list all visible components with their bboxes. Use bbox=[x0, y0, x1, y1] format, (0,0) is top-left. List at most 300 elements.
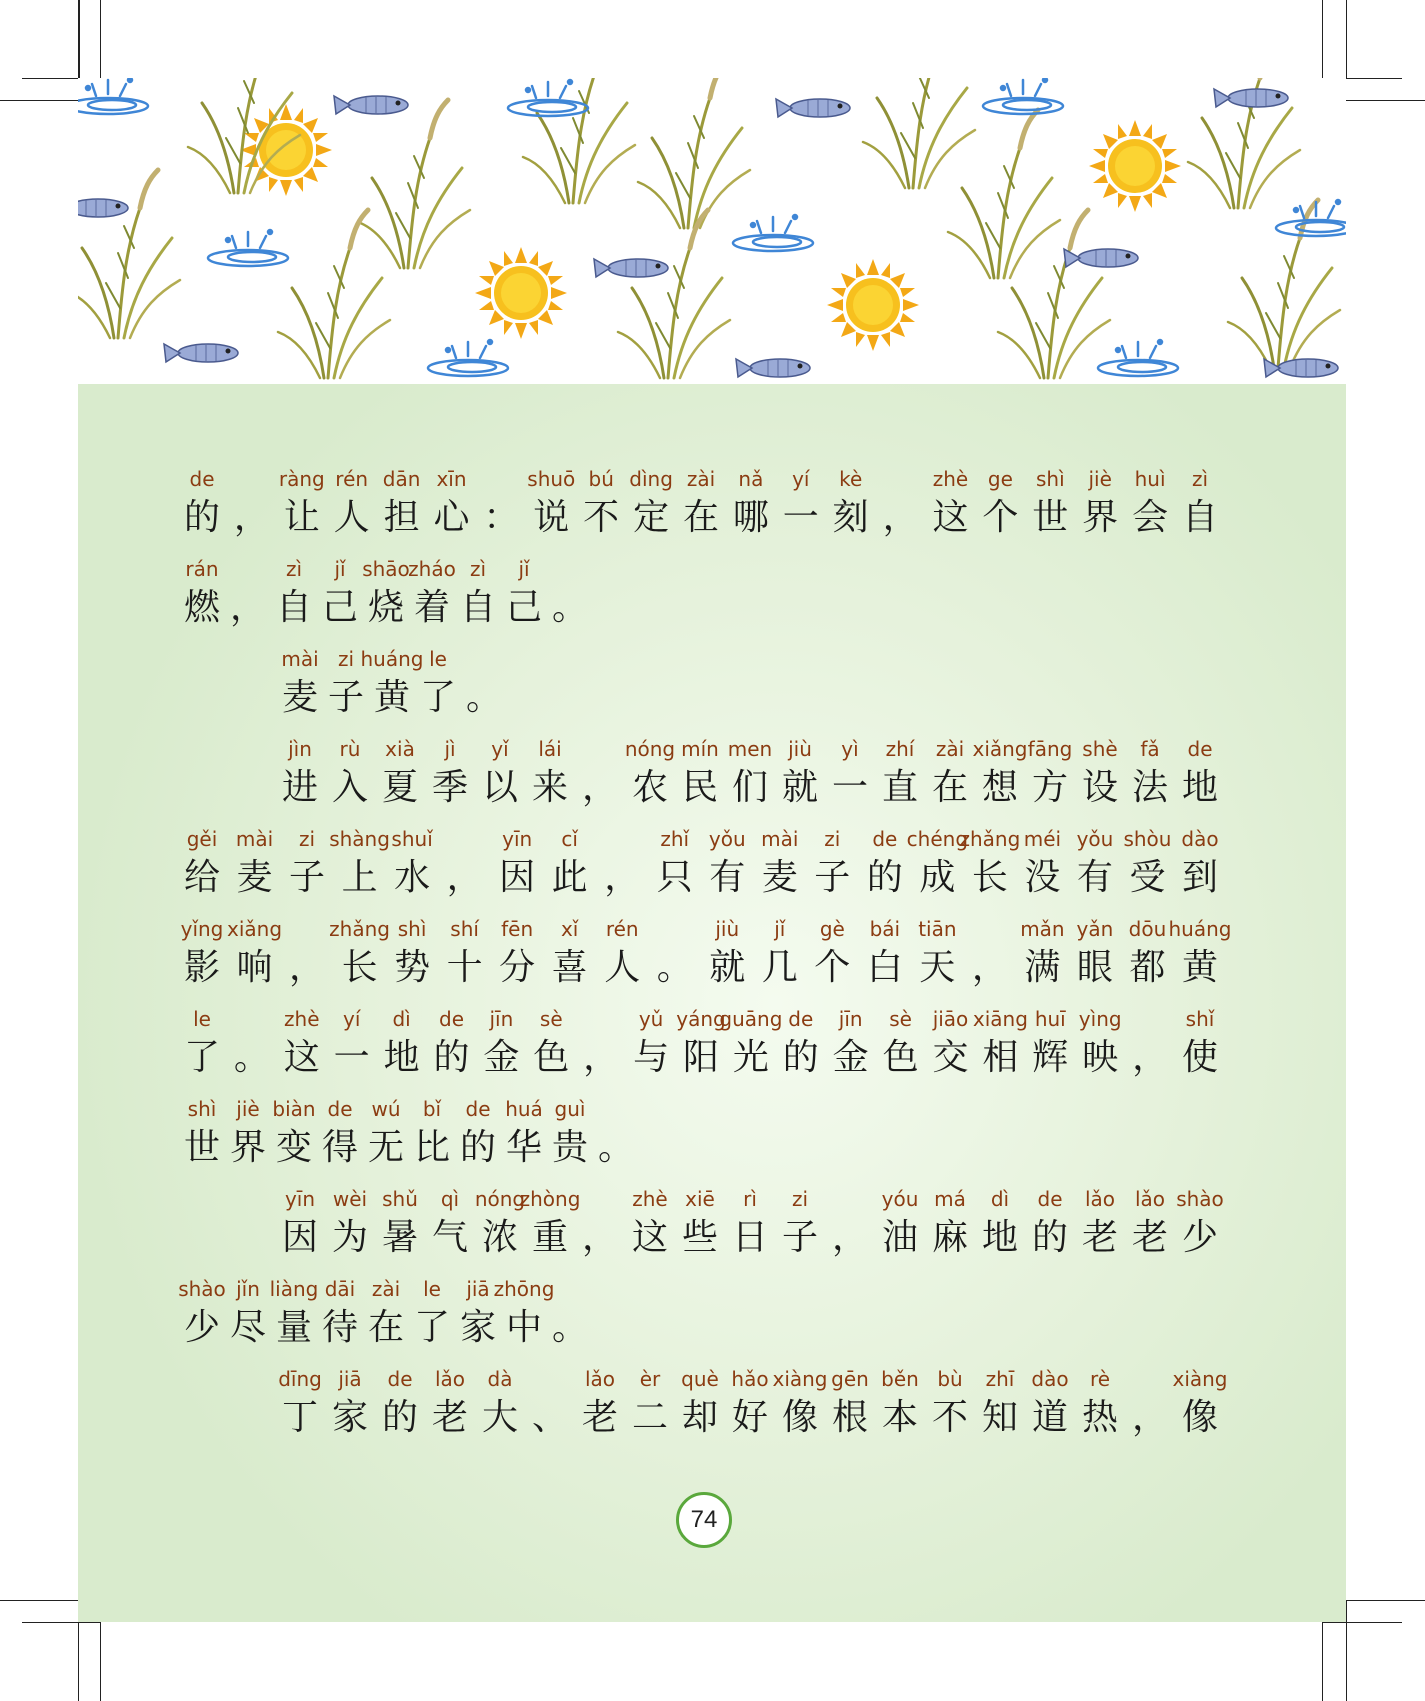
hanzi: 定 bbox=[633, 497, 670, 538]
crop-mark bbox=[1322, 1622, 1402, 1623]
pinyin: qì bbox=[440, 1187, 460, 1211]
pinyin: huī bbox=[1034, 1007, 1066, 1031]
pinyin: xiàng bbox=[772, 1367, 828, 1391]
pinyin: jiù bbox=[715, 917, 740, 941]
pinyin: biàn bbox=[272, 1097, 316, 1121]
pinyin: bú bbox=[588, 467, 614, 491]
pinyin: shào bbox=[178, 1277, 226, 1301]
pinyin: yǒu bbox=[708, 827, 746, 851]
hanzi: 这 bbox=[631, 1217, 668, 1258]
decorative-banner bbox=[78, 78, 1346, 384]
hanzi: 子 bbox=[327, 677, 364, 718]
hanzi: 像 bbox=[1181, 1397, 1218, 1438]
hanzi: 大 bbox=[481, 1397, 518, 1438]
crop-mark bbox=[0, 1600, 78, 1601]
pinyin: xià bbox=[385, 737, 415, 761]
hanzi: ， bbox=[446, 857, 483, 898]
pinyin: shì bbox=[1035, 467, 1065, 491]
hanzi: 子 bbox=[814, 857, 851, 898]
pinyin: xiàng bbox=[1172, 1367, 1228, 1391]
pinyin: shǐ bbox=[1185, 1007, 1215, 1031]
hanzi: 却 bbox=[681, 1397, 718, 1438]
hanzi: 相 bbox=[982, 1037, 1019, 1078]
pinyin: rán bbox=[185, 557, 219, 581]
hanzi: 热 bbox=[1081, 1397, 1118, 1438]
pinyin: lái bbox=[538, 737, 562, 761]
hanzi: ， bbox=[233, 497, 270, 538]
pinyin: zhī bbox=[985, 1367, 1015, 1391]
pinyin: sè bbox=[539, 1007, 563, 1031]
hanzi: 重 bbox=[531, 1217, 568, 1258]
reed-icon bbox=[358, 100, 470, 268]
hanzi: 担 bbox=[383, 497, 420, 538]
hanzi: 天 bbox=[919, 947, 956, 988]
hanzi: 自 bbox=[1181, 497, 1218, 538]
hanzi: 们 bbox=[731, 767, 768, 808]
pinyin: tiān bbox=[918, 917, 957, 941]
pinyin: hǎo bbox=[731, 1367, 769, 1391]
hanzi: 烧 bbox=[367, 587, 404, 628]
hanzi: 。 bbox=[551, 587, 588, 628]
hanzi: 知 bbox=[981, 1397, 1018, 1438]
pinyin: yì bbox=[841, 737, 859, 761]
reed-icon bbox=[523, 78, 635, 203]
hanzi: 地 bbox=[1181, 767, 1218, 808]
hanzi: 人 bbox=[333, 497, 370, 538]
pinyin: jǐ bbox=[334, 557, 346, 581]
pinyin: wèi bbox=[332, 1187, 368, 1211]
hanzi: 以 bbox=[481, 767, 518, 808]
hanzi: 着 bbox=[413, 587, 450, 628]
fish-icon bbox=[334, 96, 408, 114]
pinyin: shì bbox=[397, 917, 427, 941]
hanzi: ， bbox=[1131, 1397, 1168, 1438]
pinyin: zì bbox=[469, 557, 487, 581]
pinyin: jīn bbox=[489, 1007, 514, 1031]
pinyin: de bbox=[439, 1007, 464, 1031]
hanzi: 老 bbox=[431, 1397, 468, 1438]
pinyin: de bbox=[872, 827, 898, 851]
hanzi: 的 bbox=[183, 497, 220, 538]
pinyin: le bbox=[193, 1007, 211, 1031]
pinyin: chéng bbox=[906, 827, 969, 851]
hanzi: 贵 bbox=[551, 1127, 588, 1168]
hanzi: 变 bbox=[275, 1127, 312, 1168]
hanzi: 势 bbox=[394, 947, 431, 988]
pinyin: zài bbox=[686, 467, 716, 491]
hanzi: 浓 bbox=[481, 1217, 518, 1258]
pinyin: dōu bbox=[1128, 917, 1167, 941]
pinyin: gè bbox=[819, 917, 845, 941]
hanzi: 只 bbox=[656, 857, 693, 898]
hanzi: 的 bbox=[459, 1127, 496, 1168]
hanzi: 根 bbox=[831, 1397, 868, 1438]
pinyin: yóu bbox=[881, 1187, 919, 1211]
hanzi: 这 bbox=[932, 497, 969, 538]
pinyin: shè bbox=[1082, 737, 1118, 761]
water-splash-icon bbox=[983, 78, 1063, 114]
pinyin: rén bbox=[335, 467, 369, 491]
reed-icon bbox=[78, 170, 180, 338]
hanzi: 不 bbox=[583, 497, 620, 538]
pinyin: liàng bbox=[269, 1277, 319, 1301]
hanzi: 道 bbox=[1031, 1397, 1068, 1438]
hanzi: 一 bbox=[333, 1037, 370, 1078]
pinyin: jiāo bbox=[932, 1007, 969, 1031]
hanzi: 黄 bbox=[1181, 947, 1218, 988]
hanzi: 子 bbox=[289, 857, 326, 898]
pinyin: xīn bbox=[436, 467, 467, 491]
pinyin: fēn bbox=[501, 917, 534, 941]
pinyin: shì bbox=[187, 1097, 217, 1121]
pinyin: dān bbox=[382, 467, 421, 491]
hanzi: 有 bbox=[1076, 857, 1113, 898]
hanzi: 设 bbox=[1081, 767, 1118, 808]
text-body bbox=[78, 384, 1346, 1622]
hanzi: 这 bbox=[283, 1037, 320, 1078]
hanzi: 响 bbox=[236, 947, 273, 988]
pinyin: zi bbox=[791, 1187, 809, 1211]
hanzi: 麦 bbox=[761, 857, 798, 898]
hanzi: 少 bbox=[1181, 1217, 1218, 1258]
pinyin: nǎ bbox=[738, 467, 764, 491]
pinyin: bǐ bbox=[422, 1097, 442, 1121]
reed-icon bbox=[278, 210, 390, 378]
hanzi: 的 bbox=[433, 1037, 470, 1078]
hanzi: 因 bbox=[499, 857, 536, 898]
reed-icon bbox=[618, 210, 730, 378]
hanzi: 眼 bbox=[1076, 947, 1113, 988]
hanzi: 辉 bbox=[1032, 1037, 1069, 1078]
hanzi: 待 bbox=[321, 1307, 358, 1348]
pinyin: lǎo bbox=[1134, 1187, 1166, 1211]
hanzi: ， bbox=[1132, 1037, 1169, 1078]
fish-icon bbox=[736, 359, 810, 377]
text-panel bbox=[78, 384, 1346, 1622]
hanzi: 让 bbox=[283, 497, 320, 538]
pinyin: rù bbox=[339, 737, 361, 761]
pinyin: kè bbox=[839, 467, 863, 491]
hanzi: 家 bbox=[459, 1307, 496, 1348]
hanzi: ， bbox=[583, 1037, 620, 1078]
pinyin: fǎ bbox=[1140, 737, 1160, 761]
hanzi: 民 bbox=[681, 767, 718, 808]
hanzi: 与 bbox=[633, 1037, 670, 1078]
hanzi: 想 bbox=[981, 767, 1018, 808]
hanzi: 老 bbox=[581, 1397, 618, 1438]
reed-icon bbox=[863, 78, 975, 188]
pinyin: jǐn bbox=[236, 1277, 260, 1301]
pinyin: jì bbox=[444, 737, 456, 761]
hanzi: 分 bbox=[499, 947, 536, 988]
pinyin: yǒu bbox=[1076, 827, 1114, 851]
hanzi: 麻 bbox=[931, 1217, 968, 1258]
pinyin: fāng bbox=[1027, 737, 1073, 761]
pinyin: shāo bbox=[362, 557, 410, 581]
pinyin: jiù bbox=[788, 737, 812, 761]
pinyin: dāi bbox=[324, 1277, 356, 1301]
pinyin: huá bbox=[505, 1097, 543, 1121]
hanzi: 、 bbox=[531, 1397, 568, 1438]
hanzi: 法 bbox=[1131, 767, 1168, 808]
pinyin: wú bbox=[371, 1097, 401, 1121]
hanzi: 有 bbox=[709, 857, 746, 898]
pinyin: jiè bbox=[1088, 467, 1112, 491]
hanzi: 水 bbox=[394, 857, 431, 898]
hanzi: 在 bbox=[931, 767, 968, 808]
hanzi: 就 bbox=[781, 767, 818, 808]
hanzi: 子 bbox=[781, 1217, 818, 1258]
hanzi: ， bbox=[604, 857, 641, 898]
fish-icon bbox=[1214, 89, 1288, 107]
pinyin: zài bbox=[371, 1277, 401, 1301]
crop-mark bbox=[22, 1622, 100, 1623]
pinyin: gēn bbox=[831, 1367, 869, 1391]
hanzi: 受 bbox=[1129, 857, 1166, 898]
pinyin: zhǐ bbox=[660, 827, 690, 851]
hanzi: 无 bbox=[367, 1127, 404, 1168]
hanzi: 金 bbox=[832, 1037, 869, 1078]
hanzi: 尽 bbox=[229, 1307, 266, 1348]
pinyin: jǐ bbox=[518, 557, 530, 581]
hanzi: 丁 bbox=[281, 1397, 318, 1438]
hanzi: 到 bbox=[1181, 857, 1218, 898]
pinyin: dào bbox=[1181, 827, 1219, 851]
pinyin: mài bbox=[761, 827, 799, 851]
hanzi: 油 bbox=[881, 1217, 918, 1258]
pinyin: zhè bbox=[932, 467, 969, 491]
pinyin: yí bbox=[792, 467, 810, 491]
hanzi: 哪 bbox=[732, 497, 769, 538]
hanzi: 。 bbox=[465, 677, 502, 718]
pinyin: cǐ bbox=[561, 827, 578, 851]
pinyin: zhè bbox=[284, 1007, 320, 1031]
hanzi: 量 bbox=[275, 1307, 312, 1348]
water-splash-icon bbox=[1098, 340, 1178, 376]
hanzi: 自 bbox=[459, 587, 496, 628]
pinyin: méi bbox=[1023, 827, 1062, 851]
hanzi: ， bbox=[581, 1217, 618, 1258]
pinyin: bái bbox=[869, 917, 901, 941]
hanzi: 没 bbox=[1024, 857, 1061, 898]
hanzi: 黄 bbox=[373, 677, 410, 718]
sun-icon bbox=[475, 247, 567, 339]
hanzi: 暑 bbox=[381, 1217, 418, 1258]
pinyin: xiǎng bbox=[972, 737, 1028, 761]
hanzi: 二 bbox=[631, 1397, 668, 1438]
hanzi: 。 bbox=[656, 947, 693, 988]
pinyin: èr bbox=[639, 1367, 661, 1391]
pinyin: yáng bbox=[676, 1007, 726, 1031]
hanzi: 界 bbox=[229, 1127, 266, 1168]
hanzi: 十 bbox=[446, 947, 483, 988]
hanzi: 都 bbox=[1129, 947, 1166, 988]
pinyin: bù bbox=[937, 1367, 963, 1391]
hanzi: 喜 bbox=[551, 947, 588, 988]
hanzi: 影 bbox=[183, 947, 220, 988]
pinyin: huáng bbox=[1168, 917, 1232, 941]
pinyin: zhí bbox=[885, 737, 915, 761]
crop-mark bbox=[1346, 0, 1347, 78]
hanzi: 华 bbox=[505, 1127, 542, 1168]
hanzi: 长 bbox=[341, 947, 378, 988]
pinyin: yìng bbox=[1078, 1007, 1122, 1031]
pinyin: de bbox=[189, 467, 215, 491]
water-splash-icon bbox=[208, 230, 288, 266]
hanzi: 了 bbox=[183, 1037, 220, 1078]
fish-icon bbox=[594, 259, 668, 277]
pinyin: de bbox=[387, 1367, 413, 1391]
pinyin: ràng bbox=[278, 467, 325, 491]
hanzi: 农 bbox=[631, 767, 668, 808]
pinyin: yǔ bbox=[638, 1007, 664, 1031]
hanzi: 进 bbox=[281, 767, 318, 808]
hanzi: 了 bbox=[419, 677, 456, 718]
pinyin: zhǎng bbox=[329, 917, 390, 941]
hanzi: 使 bbox=[1181, 1037, 1218, 1078]
hanzi: 方 bbox=[1031, 767, 1068, 808]
pinyin: zhòng bbox=[519, 1187, 581, 1211]
hanzi: ， bbox=[289, 947, 326, 988]
hanzi: 地 bbox=[981, 1217, 1018, 1258]
pinyin: zi bbox=[299, 827, 316, 851]
pinyin: dīng bbox=[278, 1367, 322, 1391]
pinyin: rì bbox=[743, 1187, 757, 1211]
pinyin: jīn bbox=[838, 1007, 863, 1031]
pinyin: huì bbox=[1134, 467, 1166, 491]
pinyin: zhè bbox=[632, 1187, 668, 1211]
pinyin: shuō bbox=[527, 467, 576, 491]
pinyin: mài bbox=[281, 647, 319, 671]
pinyin: huáng bbox=[360, 647, 424, 671]
pinyin: dà bbox=[487, 1367, 513, 1391]
pinyin: dì bbox=[392, 1007, 411, 1031]
hanzi: 映 bbox=[1082, 1037, 1119, 1078]
pinyin: guì bbox=[554, 1097, 586, 1121]
pinyin: yīn bbox=[502, 827, 533, 851]
hanzi: 白 bbox=[866, 947, 903, 988]
pinyin: shàng bbox=[329, 827, 390, 851]
hanzi: 色 bbox=[533, 1037, 570, 1078]
hanzi: 少 bbox=[183, 1307, 220, 1348]
fish-icon bbox=[1264, 359, 1338, 377]
hanzi: 刻 bbox=[832, 497, 869, 538]
pinyin: xǐ bbox=[560, 917, 579, 941]
pinyin: shuǐ bbox=[391, 827, 433, 851]
hanzi: 直 bbox=[881, 767, 918, 808]
page-number: 74 bbox=[676, 1492, 732, 1548]
pinyin: jǐ bbox=[774, 917, 786, 941]
water-splash-icon bbox=[733, 215, 813, 251]
hanzi: 在 bbox=[682, 497, 719, 538]
hanzi: 的 bbox=[1031, 1217, 1068, 1258]
pinyin: rè bbox=[1089, 1367, 1111, 1391]
hanzi: 季 bbox=[431, 767, 468, 808]
reed-icon bbox=[638, 78, 750, 228]
pinyin: dìng bbox=[629, 467, 673, 491]
pinyin: shǔ bbox=[382, 1187, 418, 1211]
pinyin: yǐ bbox=[491, 737, 509, 761]
hanzi: 就 bbox=[709, 947, 746, 988]
pinyin: zi bbox=[337, 647, 355, 671]
pinyin: xiē bbox=[685, 1187, 715, 1211]
hanzi: 日 bbox=[731, 1217, 768, 1258]
water-splash-icon bbox=[508, 80, 588, 116]
pinyin: gěi bbox=[186, 827, 218, 851]
crop-mark bbox=[100, 1622, 101, 1701]
water-splash-icon bbox=[78, 78, 148, 114]
hanzi: 光 bbox=[732, 1037, 769, 1078]
hanzi: ， bbox=[971, 947, 1008, 988]
hanzi: 些 bbox=[681, 1217, 718, 1258]
pinyin: shí bbox=[450, 917, 479, 941]
reed-icon bbox=[998, 210, 1110, 378]
hanzi: 燃 bbox=[183, 587, 220, 628]
hanzi: ， bbox=[882, 497, 919, 538]
hanzi: 个 bbox=[814, 947, 851, 988]
crop-mark bbox=[1346, 1600, 1347, 1701]
pinyin: má bbox=[934, 1187, 966, 1211]
pinyin: jiā bbox=[338, 1367, 362, 1391]
hanzi: 来 bbox=[531, 767, 568, 808]
pinyin: shào bbox=[1176, 1187, 1224, 1211]
hanzi: 会 bbox=[1132, 497, 1169, 538]
pinyin: zháo bbox=[408, 557, 456, 581]
sun-icon bbox=[1089, 120, 1181, 212]
pinyin: zhōng bbox=[493, 1277, 555, 1301]
pinyin: jiè bbox=[236, 1097, 260, 1121]
pinyin: jìn bbox=[288, 737, 312, 761]
pinyin: nóng bbox=[624, 737, 676, 761]
hanzi: 说 bbox=[533, 497, 570, 538]
hanzi: 界 bbox=[1082, 497, 1119, 538]
hanzi: ， bbox=[831, 1217, 868, 1258]
pinyin: yǎn bbox=[1076, 917, 1114, 941]
pinyin: mài bbox=[235, 827, 274, 851]
hanzi: 个 bbox=[982, 497, 1019, 538]
hanzi: ， bbox=[229, 587, 266, 628]
hanzi: 给 bbox=[183, 857, 220, 898]
hanzi: 的 bbox=[782, 1037, 819, 1078]
pinyin: xiāng bbox=[972, 1007, 1028, 1031]
hanzi: 在 bbox=[367, 1307, 404, 1348]
pinyin: de bbox=[327, 1097, 353, 1121]
hanzi: 己 bbox=[505, 587, 542, 628]
hanzi: 一 bbox=[831, 767, 868, 808]
pinyin: de bbox=[1037, 1187, 1063, 1211]
hanzi: 夏 bbox=[381, 767, 418, 808]
pinyin: shòu bbox=[1123, 827, 1172, 851]
hanzi: 世 bbox=[183, 1127, 220, 1168]
hanzi: 满 bbox=[1024, 947, 1061, 988]
pinyin: lǎo bbox=[434, 1367, 466, 1391]
water-splash-icon bbox=[428, 340, 508, 376]
pinyin: men bbox=[727, 737, 773, 761]
pinyin: zi bbox=[824, 827, 841, 851]
hanzi: 一 bbox=[782, 497, 819, 538]
hanzi: 人 bbox=[604, 947, 641, 988]
pinyin: lǎo bbox=[1084, 1187, 1116, 1211]
hanzi: ： bbox=[483, 497, 520, 538]
pinyin: zài bbox=[935, 737, 965, 761]
hanzi: 比 bbox=[413, 1127, 450, 1168]
pinyin: mǎn bbox=[1020, 917, 1065, 941]
pinyin: de bbox=[1187, 737, 1213, 761]
pinyin: yīn bbox=[284, 1187, 316, 1211]
hanzi: 色 bbox=[882, 1037, 919, 1078]
hanzi: 成 bbox=[919, 857, 956, 898]
crop-mark bbox=[100, 0, 101, 78]
